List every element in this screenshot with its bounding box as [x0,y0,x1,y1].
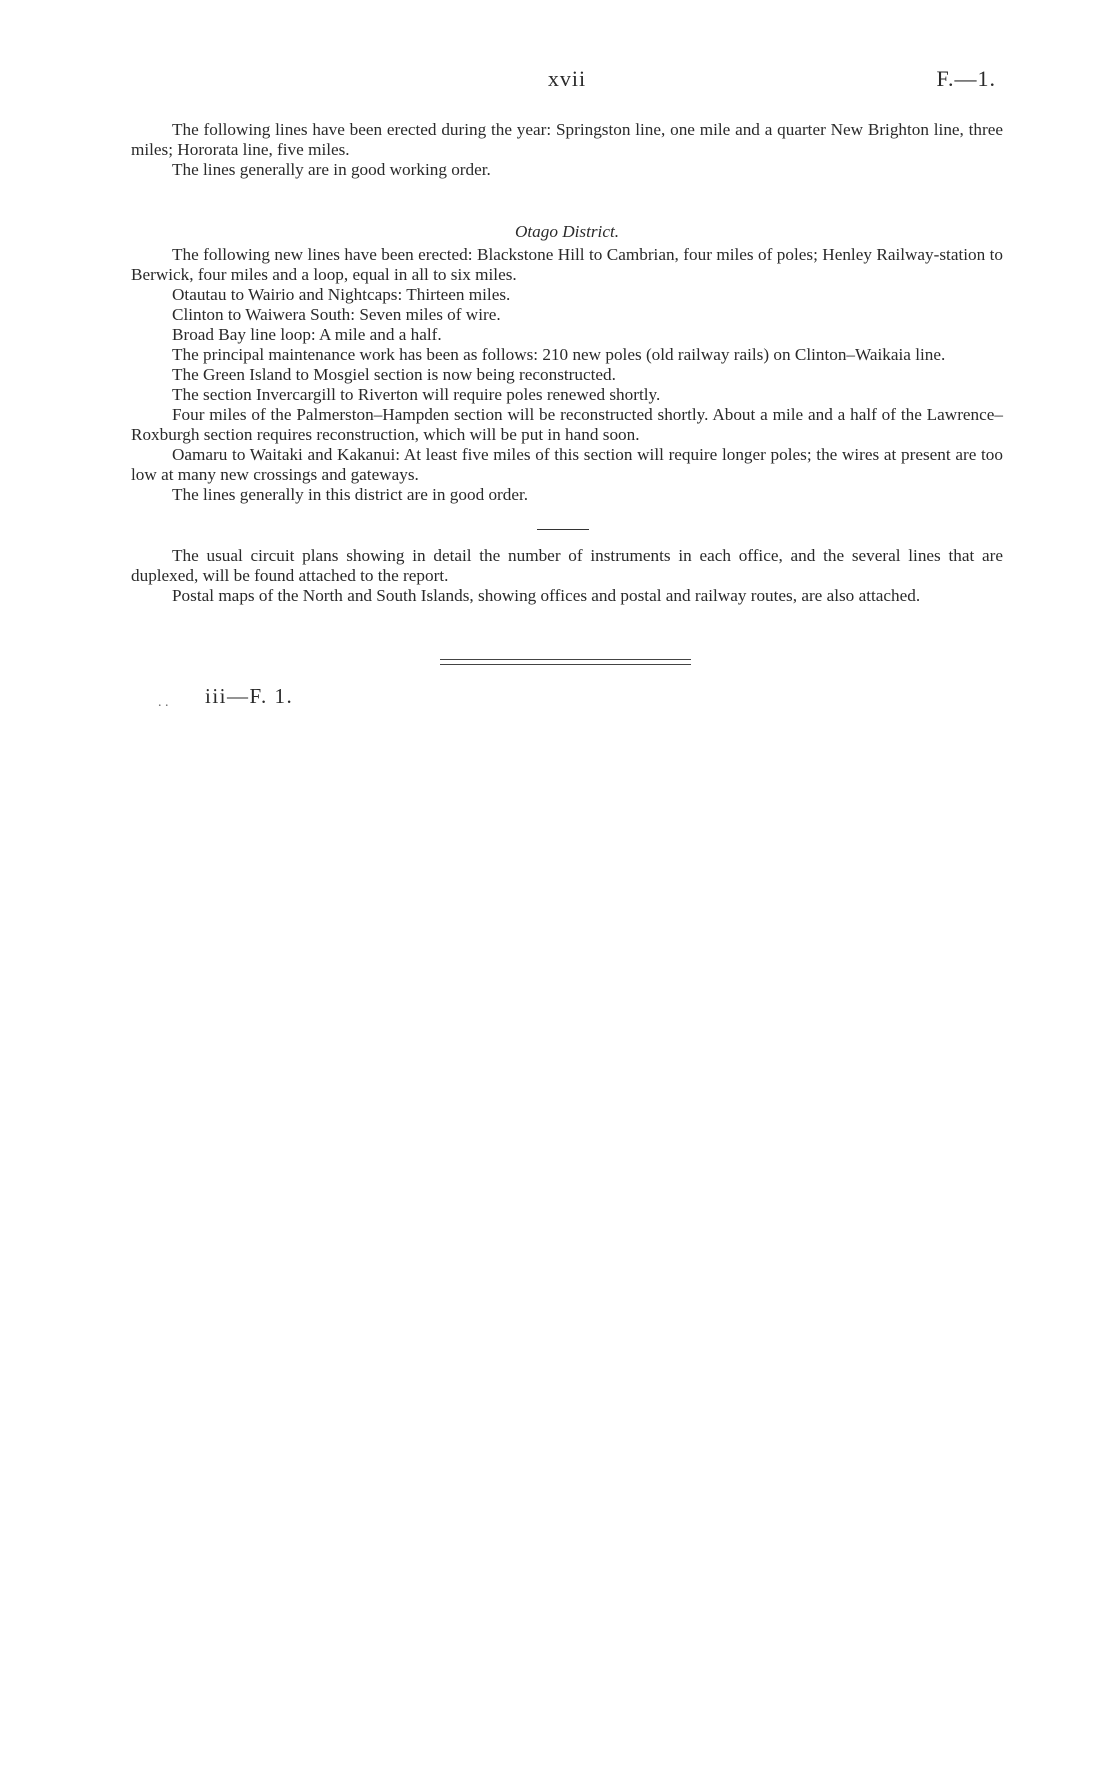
paragraph: The section Invercargill to Riverton will require poles renewed shortly. [172,385,661,404]
attachments-section [131,546,1003,606]
paragraph: The following lines have been erected during the year: Springston line, one mile and a quarter New Brighton line, three miles; Hororata line, five miles. [131,120,1003,159]
end-rule [440,659,691,665]
paragraph: Clinton to Waiwera South: Seven miles of wire. [172,305,501,324]
document-code: F.—1. [936,66,996,91]
paragraph: The lines generally are in good working order. [172,160,491,179]
sheet-signature: iii—F. 1. [205,684,294,708]
section-divider [537,529,589,530]
paragraph: The usual circuit plans showing in detail the number of instruments in each office, and the several lines that are duplexed, will be found attached to the report. [131,546,1003,585]
canterbury-lines-section [131,120,1003,180]
page-number: xvii [547,66,587,91]
paragraph: Otautau to Wairio and Nightcaps: Thirteen miles. [172,285,511,304]
paragraph: The principal maintenance work has been as follows: 210 new poles (old railway rails) on Clinton–Waikaia line. [172,345,946,364]
ink-marks: . . [158,695,169,710]
paragraph: The Green Island to Mosgiel section is now being reconstructed. [172,365,616,384]
otago-district-section [131,222,1003,505]
paragraph: The following new lines have been erected: Blackstone Hill to Cambrian, four miles of poles; Henley Railway-station to Berwick, four miles and a loop, equal in all to six miles. [131,245,1003,284]
paragraph: The lines generally in this district are in good order. [172,485,529,504]
paragraph: Oamaru to Waitaki and Kakanui: At least five miles of this section will require longer poles; the wires at present are too low at many new crossings and gateways. [131,445,1003,484]
section-heading: Otago District. [514,222,620,241]
paragraph: Broad Bay line loop: A mile and a half. [172,325,442,344]
paragraph: Four miles of the Palmerston–Hampden section will be reconstructed shortly. About a mile and a half of the Lawrence–Roxburgh section requires reconstruction, which will be put in hand soon. [131,405,1003,444]
paragraph: Postal maps of the North and South Islands, showing offices and postal and railway routes, are also attached. [172,586,921,605]
